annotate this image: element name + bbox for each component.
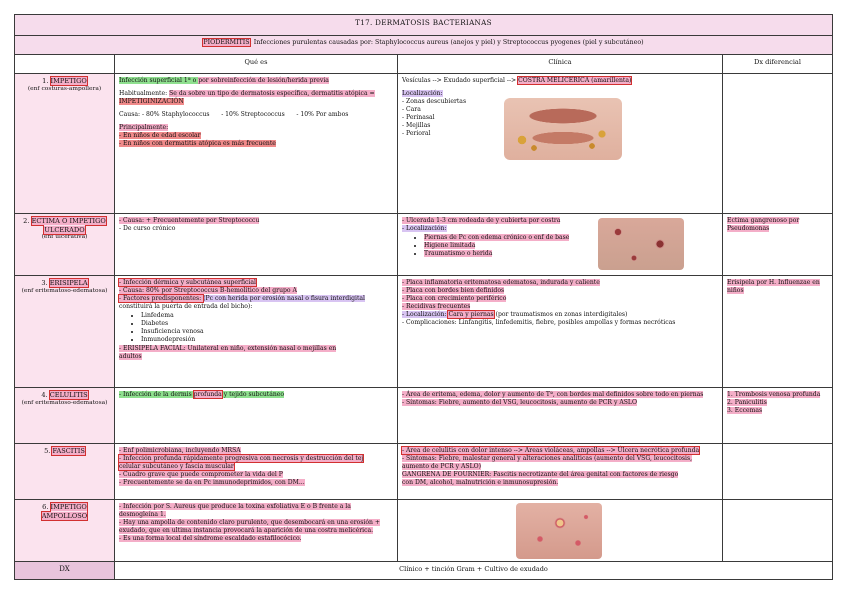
celulitis-dx-item [727,399,828,407]
erisipela-factor-item: • Insuficiencia venosa [141,328,393,336]
fascitis-que-line [119,455,393,463]
impetigo-que-line7 [119,140,393,148]
celulitis-name: CELULITIS [49,391,88,399]
fascitis-name-cell: 5. FASCITIS [15,444,115,500]
erisipela-que-line4: constituirá la puerta de entrada del bicho): [119,303,253,311]
erisipela-factor-item: • Linfedema [141,312,393,320]
row-fascitis [15,444,833,500]
erisipela-dx-cell [723,276,833,388]
fascitis-name: FASCITIS [52,447,85,455]
row-celulitis [15,388,833,444]
fascitis-que-text: - Cuadro grave que puede comprometer la vida del P [119,471,283,479]
ectima-que-l1: - Causa: + Frecuentemente por Streptococcu [119,217,260,224]
erisipela-factor-item: • Diabetes [141,320,393,328]
erisipela-clinica-l5a: - Localización: [402,311,449,319]
ectima-que-cell [115,214,398,276]
fascitis-que-text: - Infección profunda rápidamente progresiva con necrosis y destrucción del tej [119,455,364,463]
impetigo-que-line5 [119,124,393,132]
piodermitis-text: : Infecciones purulentas causadas por: Staphylococcus aureus (anejos y piel) y Streptococcus pyogenes (piel y subcutáneo) [249,39,644,46]
ectima-loc-item-text: Higiene limitada [424,242,476,250]
ectima-name-cell: 2. ECTIMA O IMPETIGO ULCERADO (enf ulcerativa) [15,214,115,276]
fascitis-clinica-line [402,479,718,487]
impetigo-que-l1a: Infección superficial 1ª o [119,77,199,84]
ampolloso-que-line [119,535,393,543]
celulitis-que-a: - Infección de la dermis [119,391,194,398]
celulitis-que-cell [115,388,398,444]
row-erisipela [15,276,833,388]
piodermitis-row [15,36,833,55]
fascitis-clinica-line [402,455,718,463]
piodermitis-label: PIODERMITIS [203,39,250,46]
impetigo-que-l4a: Causa: - 80% Staphylococcus [119,111,210,119]
erisipela-que-l5: - ERISIPELA FACIAL: Unilateral en niño, extensión nasal o mejillas en [119,345,337,353]
impetigo-que-l6: - En niños de edad escolar [119,132,201,140]
impetigo-lips-photo [504,98,622,160]
erisipela-que-line5 [119,345,393,353]
erisipela-que-l3a: - Factores predisponentes: [119,295,204,303]
fascitis-que-line [119,471,393,479]
erisipela-clinica-l5c: (por traumatismos en zonas interdigitales) [493,311,628,319]
ectima-loc-item-text: Traumatismo o herida [424,250,493,258]
impetigo-que-line3 [119,98,393,106]
dx-label: DX [15,562,115,580]
celulitis-clinica-line [402,391,718,399]
impetigo-que-l2b: Se da sobre un tipo de dermatosis específica, dermatitis atópica = [169,90,375,98]
ectima-que-line: - De curso crónico [119,225,176,233]
dx-text: Clínico + tinción Gram + Cultivo de exudado [115,562,833,580]
erisipela-clinica-line4 [402,303,718,311]
ectima-skin-photo [598,218,684,270]
column-header-que: Qué es [115,55,398,74]
fascitis-que-line [119,463,393,471]
ampolloso-que-text: - Hay una ampolla de contenido claro purulento, que desembocará en una erosión + [119,519,380,527]
impetigo-clinica-line1 [402,77,718,85]
erisipela-subtitle: (enf eritematoso-edematosa) [21,287,108,294]
impetigo-que-line1 [119,77,393,85]
ampolloso-que-line [119,527,393,535]
celulitis-dx-text: 3. Eccemas [727,407,763,415]
impetigo-que-l2a: Habitualmente: [119,90,170,98]
ampolloso-name-cell: 6. IMPETIGO AMPOLLOSO [15,500,115,562]
ampolloso-que-text: - Es una forma local del síndrome escaldado estafilocócico. [119,535,302,543]
ectima-clinica-cell [398,214,723,276]
impetigo-que-l3: IMPETIGINIZACIÓN [119,98,184,106]
celulitis-clinica-cell [398,388,723,444]
fascitis-que-line [119,479,393,487]
celulitis-name-cell: 4. CELULITIS (enf eritematoso-edematosa) [15,388,115,444]
fascitis-clinica-text: aumento de PCR y ASLO) [402,463,482,471]
erisipela-que-l6: adultos [119,353,142,361]
row-ectima [15,214,833,276]
impetigo-que-cell [115,74,398,214]
ampolloso-que-cell [115,500,398,562]
impetigo-clinica-l1a: Vesículas --> Exudado superficial --> [402,77,519,84]
erisipela-que-line2 [119,287,393,295]
ampolloso-que-line [119,519,393,527]
erisipela-clinica-l3: - Placa con crecimiento periférico [402,295,507,303]
page-title: T17. DERMATOSIS BACTERIANAS [15,15,833,36]
impetigo-clinica-cell [398,74,723,214]
erisipela-factor-item: • Inmunodepresión [141,336,393,344]
impetigo-loc-item: - Perioral [402,130,431,138]
ectima-clinica-loc-label: - Localización: [402,225,447,233]
celulitis-dx-item [727,391,828,399]
erisipela-name-cell: 3. ERISIPELA (enf eritematoso-edematosa) [15,276,115,388]
impetigo-clinica-loc [402,90,718,98]
column-header-row [15,55,833,74]
piodermitis-cell [15,36,833,55]
impetigo-clinica-loc-label: Localización: [402,90,443,98]
ectima-que-line [119,217,393,225]
ampolloso-clinica-cell [398,500,723,562]
ampolloso-que-line [119,503,393,511]
erisipela-clinica-l5b: Cara y piernas [448,311,494,319]
impetigo-loc-item: - Mejillas [402,122,431,130]
column-header-empty [15,55,115,74]
celulitis-subtitle: (enf eritematoso-edematosa) [21,399,108,406]
erisipela-clinica-cell [398,276,723,388]
impetigo-dx-cell [723,74,833,214]
erisipela-clinica-line3 [402,295,718,303]
fascitis-que-text: celular subcutáneo y fascia muscular [119,463,234,471]
fascitis-clinica-text: GANGRENA DE FOURNIER: Fascitis necrotizante del área genital con factores de riesgo [402,471,679,479]
impetigo-name-cell: 1. IMPETIGO (enf costuras-ampollera) [15,74,115,214]
impetigo-loc-item: - Perinasal [402,114,435,122]
fascitis-clinica-text: con DM, alcohol, malnutrición e inmunosupresión. [402,479,559,487]
impetigo-que-l5: Principalmente: [119,124,169,132]
erisipela-que-cell [115,276,398,388]
ampolloso-que-line [119,511,393,519]
ectima-clinica-l1: - Ulcerada 1-3 cm rodeada de y cubierta por costra [402,217,561,224]
fascitis-que-cell [115,444,398,500]
erisipela-que-l1: - Infección dérmica y subcutánea superficial [119,279,256,286]
celulitis-que-b: profunda [193,391,222,398]
impetigo-que-l4b: - 10% Streptococcus [221,111,285,119]
erisipela-que-line6 [119,353,393,361]
column-header-clinica: Clínica [398,55,723,74]
dermatosis-table [14,14,833,580]
impetigo-clinica-l1b: COSTRA MELICÉRICA (amarillenta) [518,77,632,84]
erisipela-clinica-line6: - Complicaciones: Linfangitis, linfedemitis, fiebre, posibles ampollas y formas necróticas [402,319,676,327]
ectima-dx-cell [723,214,833,276]
column-header-dx-diferencial: Dx diferencial [723,55,833,74]
erisipela-que-l3b: (Pc con herida por erosión nasal o fisura interdigital [203,295,365,303]
ampolloso-que-text: - Infección por S. Aureus que produce la toxina exfoliativa E o B frente a la [119,503,351,510]
impetigo-que-line2 [119,90,393,98]
erisipela-clinica-line2 [402,287,718,295]
celulitis-dx-item [727,407,828,415]
impetigo-que-l4c: - 10% Por ambos [296,111,349,119]
fascitis-clinica-text: - Síntomas: Fiebre, malestar general y alteraciones analíticas (aumento del VSG, leucocitosis, [402,455,693,463]
erisipela-factor-list [119,312,393,344]
celulitis-clinica-line [402,399,718,407]
impetigo-loc-item: - Zonas descubiertas [402,98,467,106]
celulitis-que-c: y tejido subcutáneo [221,391,285,398]
row-impetigo-ampolloso [15,500,833,562]
erisipela-clinica-line5 [402,311,718,319]
ectima-loc-item-text: Piernas de Pc con edema crónico o enf de base [424,234,570,242]
ectima-name: ECTIMA O IMPETIGO ULCERADO [31,217,106,234]
fascitis-que-line [119,447,393,455]
fascitis-clinica-line [402,471,718,479]
erisipela-dx: Erisipela por H. Influenzae en niños [727,279,820,295]
fascitis-clinica-cell [398,444,723,500]
ampolloso-name: IMPETIGO AMPOLLOSO [41,503,88,520]
impetigo-que-line6 [119,132,393,140]
celulitis-clinica-l1: - Área de eritema, edema, dolor y aumento de Tª, con bordes mal definidos sobre todo en piernas [402,391,704,398]
fascitis-que-text: - Frecuentemente se da en Pc inmunodeprimidos, con DM... [119,479,305,487]
ampolloso-que-text: exudado, que en ultima instancia provocará la aparición de una costra melicérica. [119,527,374,535]
ampolloso-dx-cell [723,500,833,562]
row-dx [15,562,833,580]
celulitis-dx-cell [723,388,833,444]
celulitis-dx-text: 1. Trombosis venosa profunda [727,391,821,398]
erisipela-clinica-l2: - Placa con bordes bien definidos [402,287,505,295]
fascitis-que-text: - Enf polimicrobiana, incluyendo MRSA [119,447,241,454]
celulitis-que-line [119,391,393,399]
title-row [15,15,833,36]
impetigo-que-line4 [119,111,393,119]
impetigo-loc-item: - Cara [402,106,421,114]
impetigo-que-l7: - En niños con dermatitis atópica es más frecuente [119,140,276,148]
celulitis-dx-text: 2. Paniculitis [727,399,767,407]
celulitis-clinica-l2: - Síntomas: Fiebre, aumento del VSG, leucocitosis, aumento de PCR y ASLO [402,399,637,407]
fascitis-clinica-line [402,447,718,455]
ectima-subtitle: (enf ulcerativa) [41,234,88,241]
ectima-dx: Ectima gangrenoso por Pseudomonas [727,217,800,233]
erisipela-que-l2: - Causa: 80% por Streptococcus B-hemolítico del grupo A [119,287,297,295]
impetigo-que-l1b: por sobreinfección de lesión/herida previa [198,77,329,84]
row-impetigo [15,74,833,214]
erisipela-name: ERISIPELA [49,279,88,287]
fascitis-clinica-line [402,463,718,471]
erisipela-que-line1 [119,279,393,287]
ampolloso-skin-photo [516,503,602,559]
fascitis-dx-cell [723,444,833,500]
erisipela-clinica-l1: - Placa inflamatoria eritematosa edematosa, indurada y caliente [402,279,600,286]
erisipela-que-line3 [119,295,393,303]
erisipela-clinica-line1 [402,279,718,287]
impetigo-subtitle: (enf costuras-ampollera) [27,85,102,92]
ampolloso-que-text: desmogleína 1. [119,511,166,519]
impetigo-name: IMPETIGO [50,77,87,85]
erisipela-clinica-l4: - Recidivas frecuentes [402,303,471,311]
fascitis-clinica-text: - Área de celulitis con dolor intenso --> Áreas violáceas, ampollas --> Úlcera necrótica profunda [402,447,700,454]
